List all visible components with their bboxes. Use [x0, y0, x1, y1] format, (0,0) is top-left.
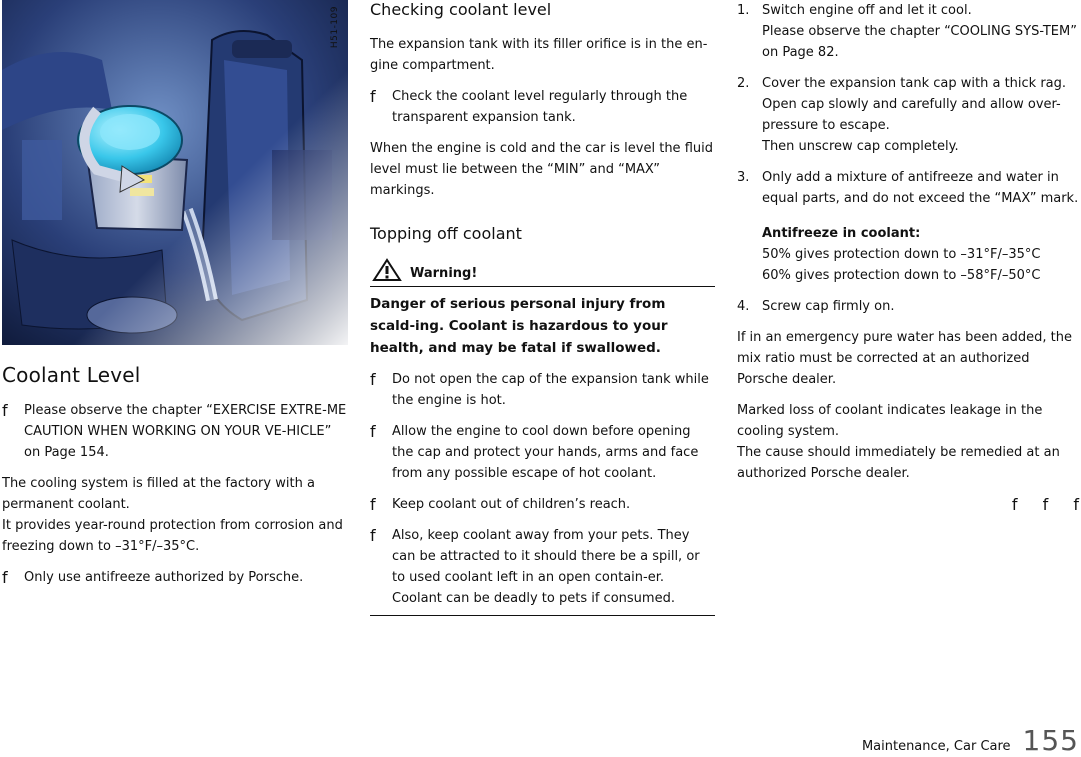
bullet-mark: f — [370, 526, 376, 545]
subsection-title: Checking coolant level — [370, 0, 552, 19]
bullet-item: f Allow the engine to cool down before opening the cap and protect your hands, arms and face from any possible escape of hot coolant. — [370, 421, 715, 484]
bullet-mark: f — [2, 401, 8, 420]
bullet-item: f Please observe the chapter “EXERCISE EXTRE-ME CAUTION WHEN WORKING ON YOUR VE-HICLE” on Page 154. — [2, 400, 348, 463]
page-footer — [862, 724, 1079, 757]
antifreeze-info: Antifreeze in coolant: 50% gives protection down to –31°F/–35°C 60% gives protection down to –58°F/–50°C — [762, 226, 1041, 283]
paragraph: The expansion tank with its filler orifice is in the en-gine compartment. — [370, 37, 708, 73]
step-item: 4. Screw cap firmly on. — [737, 296, 1081, 317]
step-item: 3. Only add a mixture of antifreeze and water in equal parts, and do not exceed the “MAX” mark. Antifreeze in coolant: 50% gives protection down to –31°F/–35°C 60% gives protection down to –58°F/–50°C — [737, 167, 1081, 286]
warning-label: Warning! — [410, 266, 478, 281]
bullet-mark: f — [2, 568, 8, 587]
end-markers: f f f — [1011, 495, 1079, 514]
warning-end-rule — [370, 615, 715, 616]
step-item: 1. Switch engine off and let it cool. Please observe the chapter “COOLING SYS-TEM” on Page 82. — [737, 0, 1081, 63]
step-number: 1. — [737, 3, 750, 18]
paragraph: If in an emergency pure water has been added, the mix ratio must be corrected at an authorized Porsche dealer. — [737, 330, 1073, 387]
paragraph: When the engine is cold and the car is level the fluid level must lie between the “MIN” and “MAX” markings. — [370, 141, 713, 198]
expansion-tank-illustration — [2, 0, 348, 345]
bullet-mark: f — [370, 87, 376, 106]
subsection-title: Topping off coolant — [370, 224, 522, 243]
warning-triangle-icon — [370, 258, 404, 282]
warning-header — [370, 258, 715, 287]
right-column — [737, 0, 1081, 515]
bullet-mark: f — [370, 370, 376, 389]
bullet-mark: f — [370, 422, 376, 441]
paragraph: The cooling system is filled at the factory with a permanent coolant. It provides year-round protection from corrosion and freezing down to –31°F/–35°C. — [2, 476, 343, 554]
left-column — [2, 0, 348, 598]
bullet-mark: f — [370, 495, 376, 514]
step-number: 4. — [737, 299, 750, 314]
middle-column — [370, 0, 715, 616]
chapter-title: Maintenance, Car Care — [861, 739, 1011, 754]
bullet-item: f Do not open the cap of the expansion tank while the engine is hot. — [370, 369, 715, 411]
paragraph: Marked loss of coolant indicates leakage in the cooling system. The cause should immediately be remedied at an authorized Porsche dealer. — [737, 403, 1060, 481]
page-number: 155 — [1022, 724, 1079, 757]
bullet-item: f Check the coolant level regularly through the transparent expansion tank. — [370, 86, 715, 128]
bullet-item: f Keep coolant out of children’s reach. — [370, 495, 631, 514]
warning-text: Danger of serious personal injury from scald-ing. Coolant is hazardous to your health, and may be fatal if swallowed. — [370, 296, 668, 356]
bullet-item: f Only use antifreeze authorized by Porsche. — [2, 568, 304, 587]
figure-code: H51-109 — [330, 6, 340, 49]
engine-photo — [2, 0, 348, 345]
step-number: 3. — [737, 170, 750, 185]
section-title: Coolant Level — [2, 363, 141, 387]
step-number: 2. — [737, 76, 750, 91]
step-item: 2. Cover the expansion tank cap with a thick rag. Open cap slowly and carefully and allow over-pressure to escape. Then unscrew cap completely. — [737, 73, 1081, 157]
bullet-item: f Also, keep coolant away from your pets. They can be attracted to it should there be a spill, or to used coolant left in an open contain-er. Coolant can be deadly to pets if consumed. — [370, 525, 715, 609]
